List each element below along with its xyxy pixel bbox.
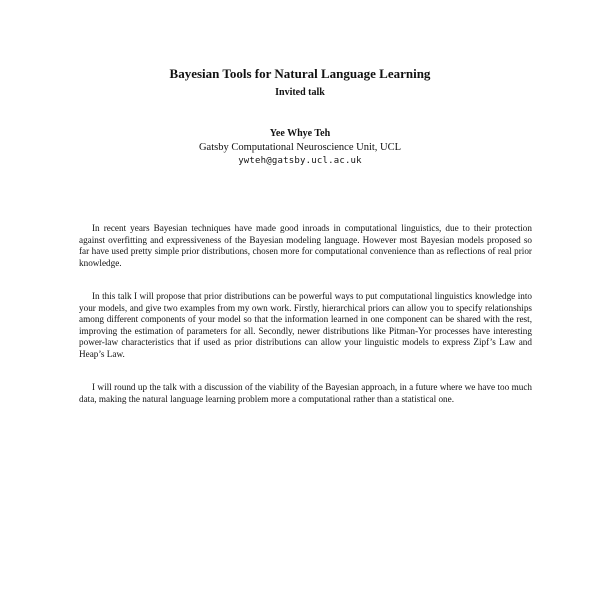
author-affiliation: Gatsby Computational Neuroscience Unit, UCL	[198, 142, 402, 153]
author-email: ywteh@gatsby.ucl.ac.uk	[238, 156, 362, 166]
abstract-paragraph-3: I will round up the talk with a discussion of the viability of the Bayesian approach, in a future where we have too much data, making the natural language learning problem more a computational rather than a statistical one.	[79, 382, 532, 404]
paper-title: Bayesian Tools for Natural Language Learning	[169, 66, 431, 81]
abstract-paragraph-1: In recent years Bayesian techniques have made good inroads in computational linguistics, due to their protection against overfitting and expressiveness of the Bayesian modeling language. However most Bayesian models proposed so far have used pretty simple prior distributions, chosen more for computational convenience than as reflections of real prior knowledge.	[79, 223, 532, 268]
author-name: Yee Whye Teh	[269, 128, 331, 139]
abstract-paragraph-2: In this talk I will propose that prior distributions can be powerful ways to put computational linguistics knowledge into your models, and give two examples from my own work. Firstly, hierarchical priors can allow you to specify relationships among different components of your model so that the information learned in one component can be shared with the rest, improving the estimation of parameters for all. Secondly, newer distributions like Pitman-Yor processes have interesting power-law characteristics that if used as prior distributions can allow your linguistic models to express Zipf’s Law and Heap’s Law.	[79, 291, 532, 359]
paper-subtitle: Invited talk	[275, 87, 325, 98]
